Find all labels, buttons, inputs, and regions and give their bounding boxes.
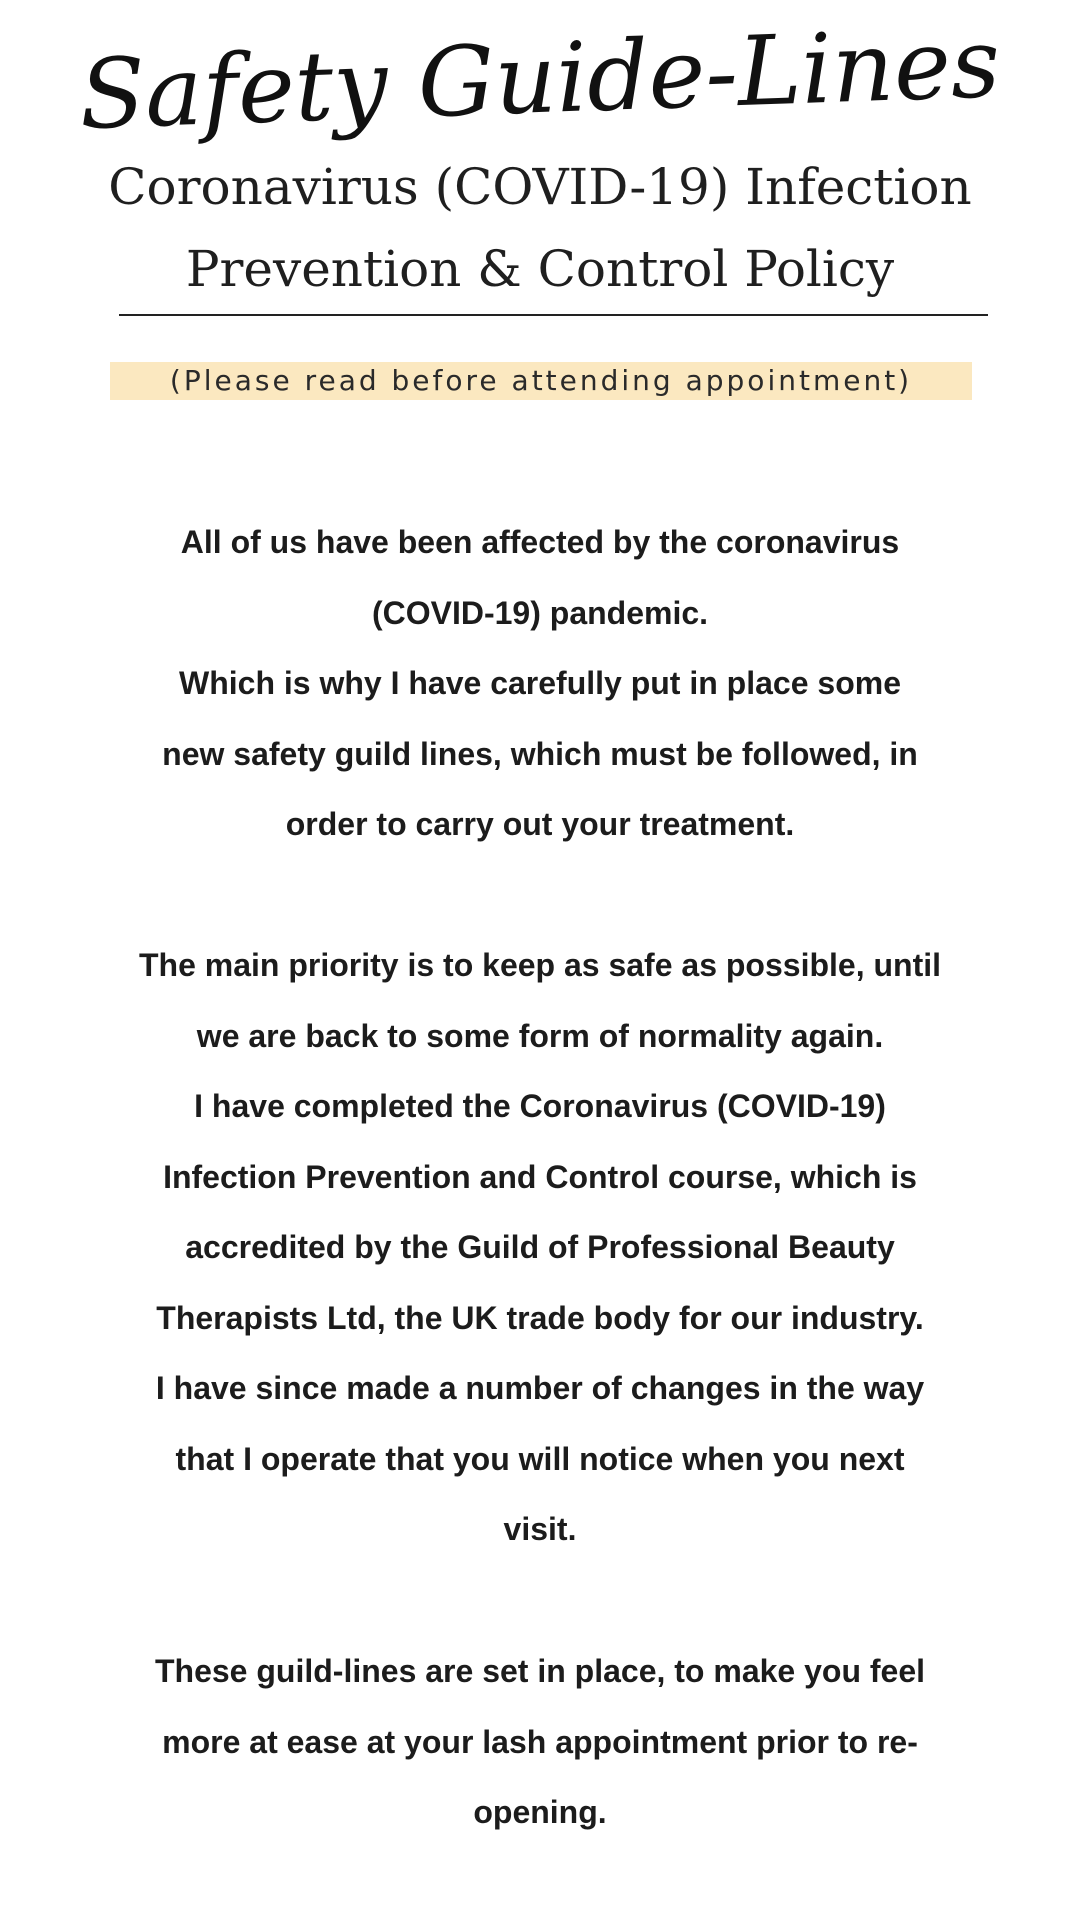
title-divider — [119, 314, 988, 316]
paragraph-line: order to carry out your treatment. — [285, 806, 795, 842]
paragraph-line: These guild-lines are set in place, to make you feel — [154, 1653, 926, 1689]
paragraph-line: opening. — [473, 1794, 607, 1830]
paragraph-line: All of us have been affected by the coronavirus — [180, 524, 900, 560]
script-title — [0, 0, 1080, 165]
paragraph-line: we are back to some form of normality again. — [196, 1017, 884, 1054]
paragraph-line: more at ease at your lash appointment prior to re- — [162, 1723, 918, 1760]
paragraph-line: that I operate that you will notice when you next — [175, 1440, 905, 1477]
closing-paragraph — [100, 1636, 980, 1848]
paragraph-line: Which is why I have carefully put in place some — [179, 665, 901, 701]
policy-title-line: Coronavirus (COVID-19) Infection — [108, 158, 972, 216]
paragraph-line: new safety guild lines, which must be followed, in — [162, 735, 918, 772]
paragraph-line: visit. — [503, 1511, 577, 1547]
policy-title-line: Prevention & Control Policy — [185, 240, 895, 298]
paragraph-line: I have completed the Coronavirus (COVID-19) — [194, 1088, 886, 1124]
paragraph-line: The main priority is to keep as safe as possible, until — [138, 947, 941, 983]
paragraph-line: Therapists Ltd, the UK trade body for our industry. — [156, 1299, 924, 1336]
paragraph-line: Infection Prevention and Control course, which is — [163, 1158, 917, 1195]
script-title-graphic — [0, 0, 1080, 165]
paragraph-line: (COVID-19) pandemic. — [371, 594, 709, 631]
priority-paragraph — [100, 930, 980, 1565]
policy-title — [0, 146, 1080, 310]
paragraph-line: accredited by the Guild of Professional Beauty — [185, 1229, 895, 1265]
notice-text: (Please read before attending appointment) — [169, 364, 913, 397]
script-title-text: Safety Guide-Lines — [77, 6, 1002, 152]
intro-paragraph — [100, 507, 980, 860]
paragraph-line: I have since made a number of changes in the way — [155, 1370, 925, 1406]
